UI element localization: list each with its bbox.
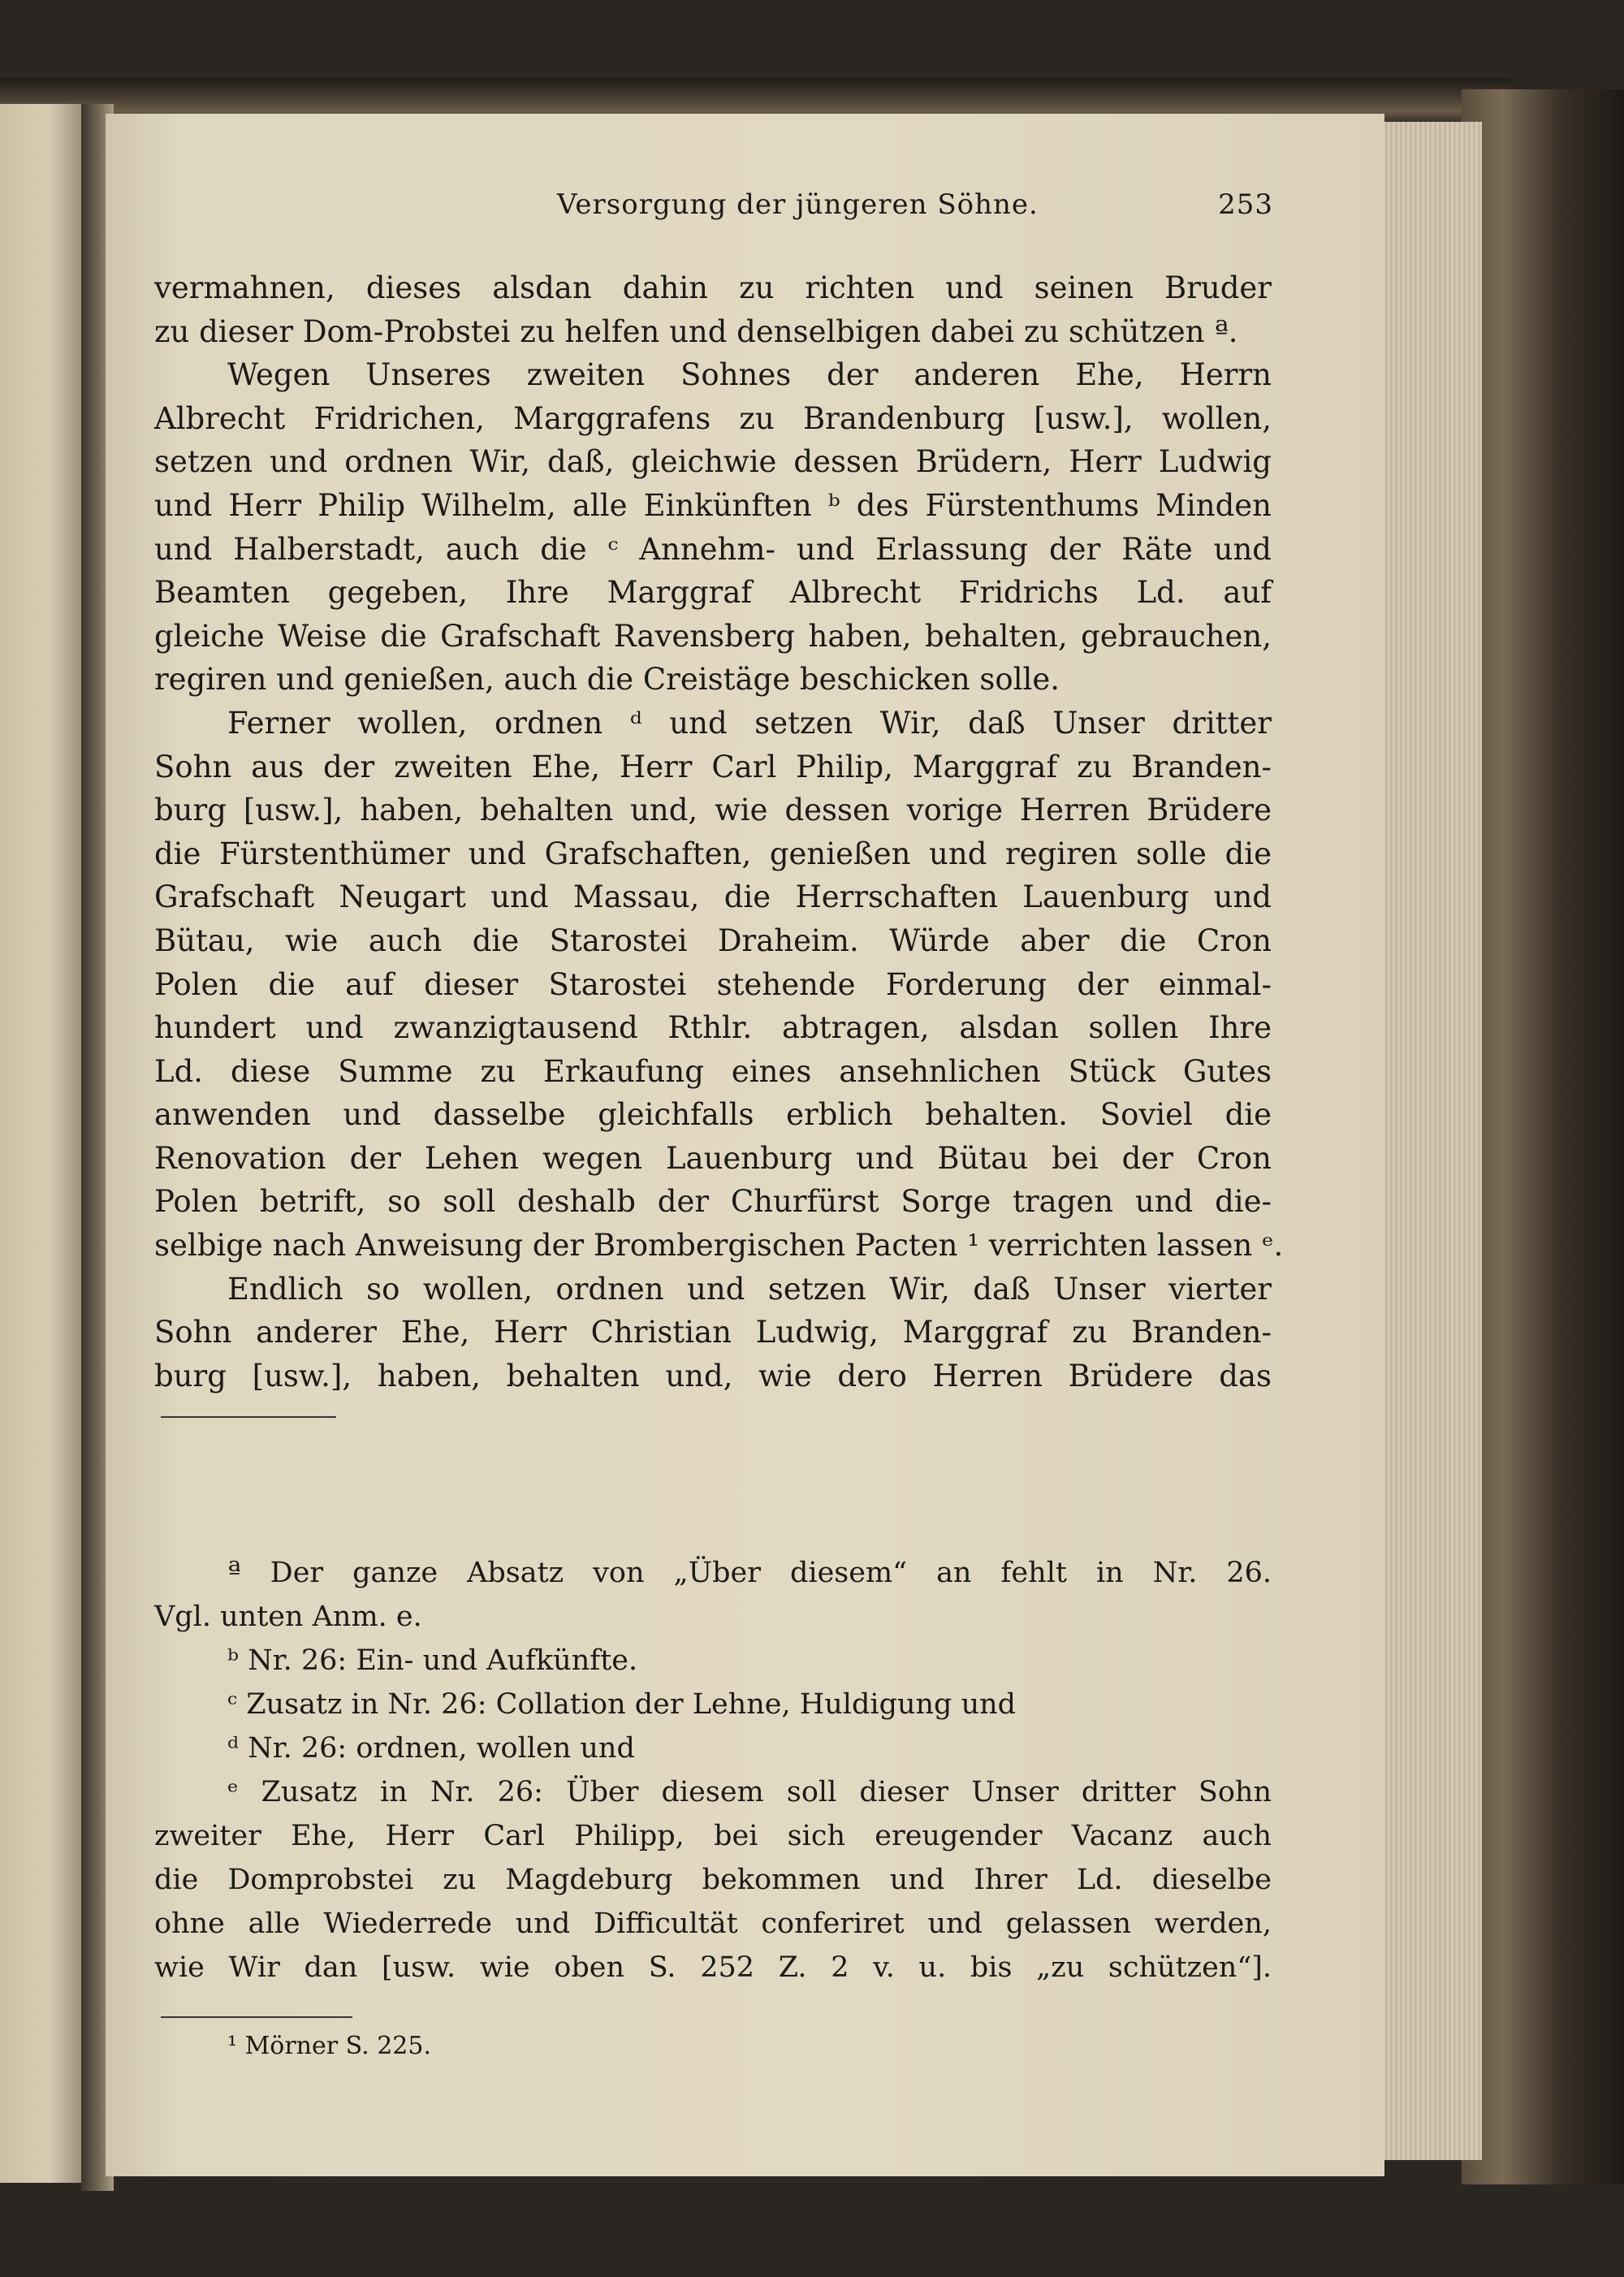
left-page-edge [0, 104, 81, 2183]
running-head [453, 188, 1273, 229]
text-line: gleiche Weise die Grafschaft Ravensberg haben, behalten, gebrauchen, [154, 618, 1272, 654]
text-line: Polen die auf dieser Starostei stehende Forderung der einmal- [154, 966, 1272, 1002]
text-line: Sohn aus der zweiten Ehe, Herr Carl Philip, Marggraf zu Branden- [154, 749, 1272, 784]
text-line: selbige nach Anweisung der Brombergischen Pacten ¹ verrichten lassen ᵉ. [154, 1228, 1284, 1264]
note-line: die Domprobstei zu Magdeburg bekommen und Ihrer Ld. dieselbe [154, 1864, 1272, 1896]
note-line: zweiter Ehe, Herr Carl Philipp, bei sich ereugender Vacanz auch [154, 1820, 1272, 1852]
notes-separator [161, 1416, 336, 1418]
book-cover-edge [1462, 89, 1624, 2184]
text-line: und Herr Philip Wilhelm, alle Einkünften ᵇ des Fürstenthums Minden [154, 487, 1272, 523]
main-text [154, 266, 1284, 1398]
text-line: Grafschaft Neugart und Massau, die Herrschaften Lauenburg und [154, 879, 1272, 915]
text-line: Polen betrift, so soll deshalb der Churfürst Sorge tragen und die- [154, 1184, 1272, 1220]
running-title: Versorgung der jüngeren Söhne. [557, 188, 1039, 221]
text-line: und Halberstadt, auch die ᶜ Annehm- und Erlassung der Räte und [154, 531, 1272, 567]
text-line: regiren und genießen, auch die Creistäge beschicken solle. [154, 662, 1060, 698]
text-line: Ld. diese Summe zu Erkaufung eines ansehnlichen Stück Gutes [154, 1053, 1272, 1089]
note-line: ᶜ Zusatz in Nr. 26: Collation der Lehne, Huldigung und [227, 1688, 1017, 1721]
text-line: burg [usw.], haben, behalten und, wie dero Herren Brüdere das [154, 1358, 1272, 1393]
text-line: Endlich so wollen, ordnen und setzen Wir, daß Unser vierter [227, 1271, 1272, 1307]
note-line: Vgl. unten Anm. e. [154, 1601, 422, 1633]
text-line: Wegen Unseres zweiten Sohnes der anderen Ehe, Herrn [227, 357, 1272, 393]
note-line: ᵈ Nr. 26: ordnen, wollen und [227, 1732, 635, 1765]
note-line: ᵉ Zusatz in Nr. 26: Über diesem soll dieser Unser dritter Sohn [227, 1776, 1272, 1808]
page-number: 253 [1218, 188, 1273, 221]
page-stack-edge [1372, 122, 1482, 2160]
note-line: wie Wir dan [usw. wie oben S. 252 Z. 2 v. u. bis „zu schützen“]. [154, 1951, 1272, 1984]
footnote-separator [161, 2016, 352, 2018]
book-page [106, 114, 1384, 2176]
text-line: Sohn anderer Ehe, Herr Christian Ludwig, Marggraf zu Branden- [154, 1315, 1272, 1350]
text-line: Renovation der Lehen wegen Lauenburg und Bütau bei der Cron [154, 1140, 1272, 1176]
text-line: anwenden und dasselbe gleichfalls erblich behalten. Soviel die [154, 1097, 1272, 1133]
note-line: ohne alle Wiederrede und Difficultät conferiret und gelassen werden, [154, 1908, 1272, 1940]
footnote: ¹ Mörner S. 225. [227, 2032, 431, 2060]
text-line: Bütau, wie auch die Starostei Draheim. Würde aber die Cron [154, 922, 1272, 958]
note-line: ᵇ Nr. 26: Ein- und Aufkünfte. [227, 1644, 638, 1677]
text-line: vermahnen, dieses alsdan dahin zu richten und seinen Bruder [154, 270, 1272, 305]
text-line: hundert und zwanzigtausend Rthlr. abtragen, alsdan sollen Ihre [154, 1010, 1272, 1046]
text-line: die Fürstenthümer und Grafschaften, genießen und regiren solle die [154, 836, 1272, 871]
text-line: zu dieser Dom-Probstei zu helfen und denselbigen dabei zu schützen ª. [154, 313, 1238, 349]
text-line: Albrecht Fridrichen, Marggrafens zu Brandenburg [usw.], wollen, [154, 400, 1272, 436]
critical-notes [154, 1551, 1272, 1990]
text-line: setzen und ordnen Wir, daß, gleichwie dessen Brüdern, Herr Ludwig [154, 444, 1272, 480]
note-line: ª Der ganze Absatz von „Über diesem“ an fehlt in Nr. 26. [227, 1557, 1272, 1589]
text-line: Beamten gegeben, Ihre Marggraf Albrecht Fridrichs Ld. auf [154, 575, 1272, 611]
text-line: Ferner wollen, ordnen ᵈ und setzen Wir, daß Unser dritter [227, 705, 1272, 741]
text-line: burg [usw.], haben, behalten und, wie dessen vorige Herren Brüdere [154, 793, 1272, 828]
